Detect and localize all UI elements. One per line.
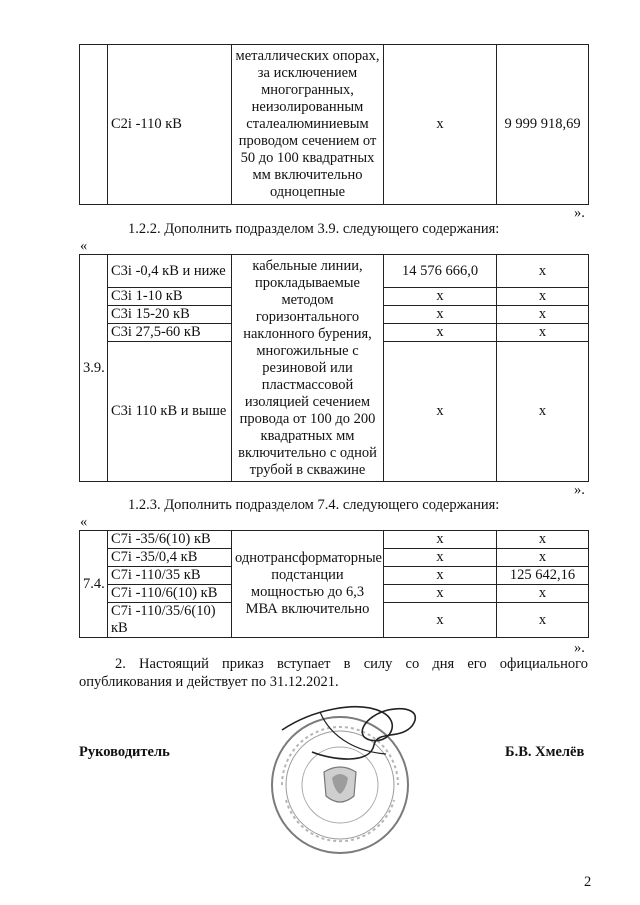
value-cell: 125 642,16 <box>497 567 589 585</box>
code-cell: С2i -110 кВ <box>108 45 232 205</box>
value-cell: x <box>497 288 589 306</box>
paragraph-1-2-2: 1.2.2. Дополнить подразделом 3.9. следующего содержания: <box>128 221 500 237</box>
value-cell: x <box>384 585 497 603</box>
value-cell: x <box>497 255 589 288</box>
value-cell: x <box>384 531 497 549</box>
page-number: 2 <box>584 874 592 890</box>
code-cell: С7i -35/6(10) кВ <box>108 531 232 549</box>
table-section-7-4 <box>79 530 589 638</box>
description-cell: металлических опорах, за исключением многогранных, неизолированным сталеалюминиевым проводом сечением от 50 до 100 квадратных мм включительно одноцепные <box>232 45 384 205</box>
section-number-cell: 3.9. <box>80 255 108 482</box>
code-cell: С7i -35/0,4 кВ <box>108 549 232 567</box>
value-cell: 9 999 918,69 <box>497 45 589 205</box>
table-section-3-9 <box>79 254 589 482</box>
value-cell: x <box>497 531 589 549</box>
close-quote: ». <box>574 205 585 221</box>
section-number-cell <box>80 45 108 205</box>
handwritten-signature-icon <box>282 707 415 759</box>
close-quote: ». <box>574 482 585 498</box>
close-quote: ». <box>574 640 585 656</box>
value-cell: x <box>497 549 589 567</box>
value-cell: x <box>384 567 497 585</box>
code-cell: С3i 110 кВ и выше <box>108 342 232 482</box>
table-section-2 <box>79 44 589 205</box>
value-cell: x <box>384 288 497 306</box>
description-cell: кабельные линии, прокладываемые методом горизонтального наклонного бурения, многожильные с резиновой или пластмассовой изоляцией сечением провода от 100 до 200 квадратных мм включительно с одной трубой в скважине <box>232 255 384 482</box>
value-cell: x <box>384 603 497 638</box>
paragraph-2: 2. Настоящий приказ вступает в силу со дня его официального опубликования и действует по 31.12.2021. <box>79 656 588 690</box>
table-row <box>80 255 589 288</box>
section-number-cell: 7.4. <box>80 531 108 638</box>
code-cell: С7i -110/6(10) кВ <box>108 585 232 603</box>
description-cell: однотрансформаторные подстанции мощностью до 6,3 МВА включительно <box>232 531 384 638</box>
open-quote: « <box>80 238 88 254</box>
code-cell: С3i 1-10 кВ <box>108 288 232 306</box>
code-cell: С7i -110/35/6(10) кВ <box>108 603 232 638</box>
table-row <box>80 531 589 549</box>
value-cell: x <box>497 342 589 482</box>
value-cell: x <box>384 342 497 482</box>
official-seal <box>262 690 428 856</box>
code-cell: С3i -0,4 кВ и ниже <box>108 255 232 288</box>
value-cell: x <box>497 585 589 603</box>
paragraph-1-2-3: 1.2.3. Дополнить подразделом 7.4. следующего содержания: <box>128 497 500 513</box>
signature-position: Руководитель <box>79 744 170 760</box>
value-cell: x <box>384 45 497 205</box>
table-row <box>80 45 589 205</box>
value-cell: x <box>384 306 497 324</box>
value-cell: x <box>497 603 589 638</box>
code-cell: С3i 27,5-60 кВ <box>108 324 232 342</box>
value-cell: 14 576 666,0 <box>384 255 497 288</box>
value-cell: x <box>497 306 589 324</box>
value-cell: x <box>384 549 497 567</box>
value-cell: x <box>384 324 497 342</box>
code-cell: С3i 15-20 кВ <box>108 306 232 324</box>
open-quote: « <box>80 514 88 530</box>
value-cell: x <box>497 324 589 342</box>
signature-name: Б.В. Хмелёв <box>505 744 585 760</box>
code-cell: С7i -110/35 кВ <box>108 567 232 585</box>
